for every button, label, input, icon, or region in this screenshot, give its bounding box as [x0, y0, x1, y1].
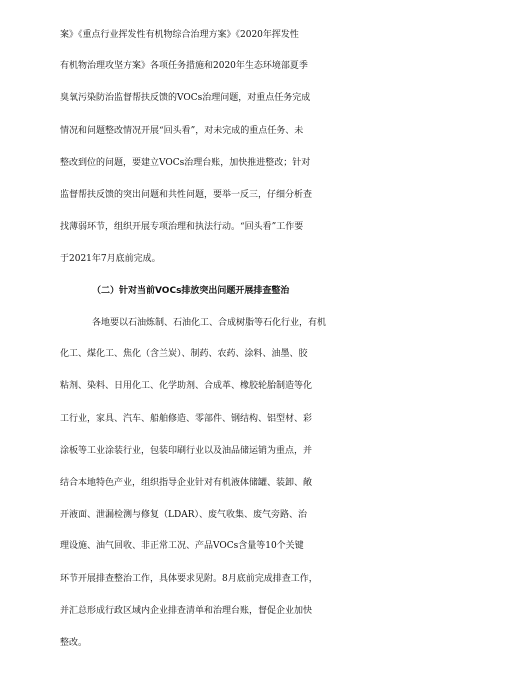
text-line [0, 468, 521, 498]
text-line [0, 116, 521, 146]
line-text: 各地要以石油炼制、石油化工、合成树脂等石化行业，有机 [92, 318, 327, 328]
text-line [0, 371, 521, 401]
line-text: 整改到位的问题，要建立VOCs治理台账，加快推进整改；针对 [60, 158, 311, 168]
line-text: 找薄弱环节，组织开展专项治理和执法行动。“回头看”工作要 [60, 222, 304, 232]
heading-text: （二）针对当前VOCs排放突出问题开展排查整治 [92, 286, 290, 296]
text-line [0, 531, 521, 561]
line-text: 化工、煤化工、焦化（含兰炭）、制药、农药、涂料、油墨、胶 [60, 349, 308, 359]
text-line [0, 308, 521, 338]
text-line [0, 244, 521, 274]
text-line [0, 20, 521, 50]
line-text: 有机物治理攻坚方案》各项任务措施和2020年生态环境部夏季 [60, 61, 308, 71]
line-text: 于2021年7月底前完成。 [60, 254, 161, 264]
text-line [0, 436, 521, 466]
line-text: 整改。 [60, 638, 88, 648]
line-text: 并汇总形成行政区域内企业排查清单和治理台账，督促企业加快 [60, 606, 313, 616]
line-text: 环节开展排查整治工作，具体要求见附。8月底前完成排查工作， [60, 574, 318, 584]
text-line [0, 628, 521, 658]
text-line [0, 180, 521, 210]
text-line [0, 596, 521, 626]
line-text: 监督帮扶反馈的突出问题和共性问题，要举一反三，仔细分析查 [60, 190, 313, 200]
line-text: 臭氧污染防治监督帮扶反馈的VOCs治理问题，对重点任务完成 [60, 93, 311, 103]
text-line [0, 148, 521, 178]
line-text: 结合本地特色产业，组织指导企业针对有机液体储罐、装卸、敞 [60, 478, 313, 488]
line-text: 理设施、油气回收、非正常工况、产品VOCs含量等10个关键 [60, 541, 304, 551]
text-line [0, 564, 521, 594]
text-line [0, 500, 521, 530]
line-text: 涂板等工业涂装行业，包装印刷行业以及油品储运销为重点，并 [60, 446, 313, 456]
line-text: 粘剂、染料、日用化工、化学助剂、合成革、橡胶轮胎制造等化 [60, 381, 313, 391]
text-line [0, 339, 521, 369]
line-text: 案》《重点行业挥发性有机物综合治理方案》《2020年挥发性 [60, 30, 299, 40]
text-line [0, 404, 521, 434]
text-line [0, 51, 521, 81]
line-text: 开液面、泄漏检测与修复（LDAR）、废气收集、废气旁路、治 [60, 510, 307, 520]
line-text: 工行业，家具、汽车、船舶修造、零部件、钢结构、铝型材、彩 [60, 414, 313, 424]
text-line [0, 83, 521, 113]
text-line [0, 212, 521, 242]
section-heading [0, 276, 521, 306]
line-text: 情况和问题整改情况开展“回头看”，对未完成的重点任务、未 [60, 126, 304, 136]
